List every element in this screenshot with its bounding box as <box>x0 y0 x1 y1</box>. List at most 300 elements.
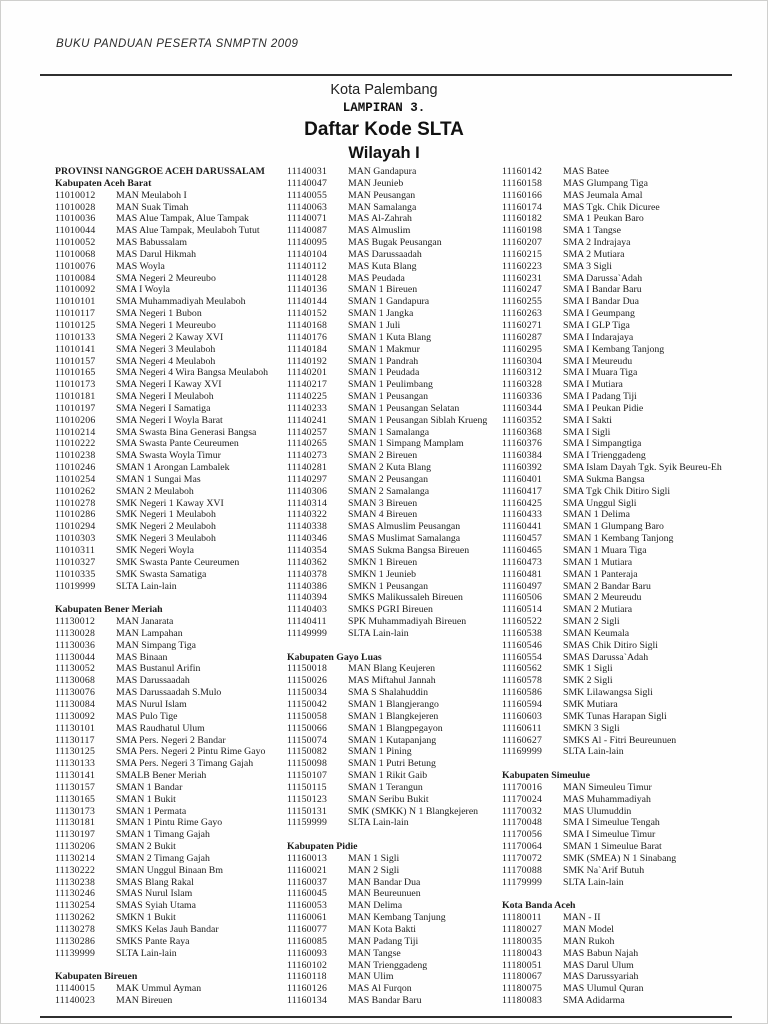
school-row <box>502 912 748 924</box>
school-row <box>55 640 287 652</box>
school-code: 11150098 <box>287 758 328 770</box>
school-row <box>55 912 287 924</box>
school-name: MAN Bireuen <box>116 995 173 1007</box>
school-row <box>55 663 287 675</box>
school-row <box>502 817 748 829</box>
school-code-list <box>55 166 748 1007</box>
school-name: MAN Jeunieb <box>348 177 404 189</box>
school-row <box>287 770 502 782</box>
school-row <box>287 190 502 202</box>
school-row <box>55 569 287 581</box>
school-name: MAS Darul Hikmah <box>116 248 197 260</box>
school-code: 11140386 <box>287 580 328 592</box>
school-row <box>287 723 502 735</box>
school-code: 11010254 <box>55 473 96 485</box>
school-code: 11130222 <box>55 864 96 876</box>
school-code: 11010084 <box>55 272 96 284</box>
school-code: 11140071 <box>287 213 328 225</box>
school-name: SMA I Kembang Tanjong <box>563 343 665 355</box>
school-name: SMAN Keumala <box>563 627 630 639</box>
school-code: 11010173 <box>55 379 96 391</box>
school-code: 11180035 <box>502 935 543 947</box>
school-row <box>502 415 748 427</box>
school-row <box>55 202 287 214</box>
school-code: 11150115 <box>287 781 327 793</box>
school-code: 11130262 <box>55 912 96 924</box>
school-row <box>287 166 502 178</box>
school-code: 11160174 <box>502 201 543 213</box>
school-code: 11150026 <box>287 675 328 687</box>
school-name: SMK Lilawangsa Sigli <box>563 687 653 699</box>
school-name: SLTA Lain-lain <box>563 746 624 758</box>
school-name: MAS Tgk. Chik Dicuree <box>563 201 660 213</box>
school-code: 11130101 <box>55 722 96 734</box>
school-name: SMA Swasta Bina Generasi Bangsa <box>116 426 257 438</box>
school-name: SMKS Kelas Jauh Bandar <box>116 924 219 935</box>
school-code: 11010165 <box>55 367 96 379</box>
school-code: 11010206 <box>55 414 96 426</box>
school-row <box>287 711 502 723</box>
school-row <box>55 379 287 391</box>
school-row <box>287 356 502 368</box>
school-code: 11140031 <box>287 166 328 177</box>
school-name: SMK 2 Sigli <box>563 675 613 687</box>
school-row <box>287 261 502 273</box>
school-name: MAS Ulumul Quran <box>563 983 644 995</box>
school-code: 11160457 <box>502 533 543 545</box>
school-code: 11160522 <box>502 616 543 628</box>
school-row <box>502 509 748 521</box>
school-row <box>287 415 502 427</box>
school-row <box>502 391 748 403</box>
school-code: 11160037 <box>287 876 328 888</box>
school-name: SMK Negeri Woyla <box>116 545 194 556</box>
school-code: 11160627 <box>502 734 543 746</box>
school-code: 11160126 <box>287 983 328 995</box>
school-name: SMA Pers. Negeri 2 Bandar <box>116 734 226 746</box>
school-code: 11160506 <box>502 592 543 604</box>
school-name: MAN 2 Sigli <box>348 864 400 876</box>
school-name: SMAN 1 Pintu Rime Gayo <box>116 817 223 829</box>
school-name: SMAN 1 Permata <box>116 805 187 817</box>
school-row <box>287 581 502 593</box>
school-row <box>55 273 287 285</box>
school-name: MAN Janarata <box>116 616 174 628</box>
school-row <box>55 652 287 664</box>
school-code: 11140023 <box>55 995 96 1007</box>
school-row <box>502 225 748 237</box>
school-code: 11140273 <box>287 450 328 462</box>
school-name: MAN Kembang Tanjung <box>348 912 446 924</box>
school-code: 11140265 <box>287 438 328 450</box>
section-heading: Kota Banda Aceh <box>502 900 576 912</box>
school-row <box>287 509 502 521</box>
school-row <box>55 557 287 569</box>
section-heading: PROVINSI NANGGROE ACEH DARUSSALAM <box>55 166 265 177</box>
school-name: SMAN 2 Peusangan <box>348 473 429 485</box>
school-name: SMAN 1 Gandapura <box>348 296 430 308</box>
school-name: SMAN 1 Delima <box>563 509 630 521</box>
school-code: 11140233 <box>287 402 328 414</box>
school-row <box>55 403 287 415</box>
school-name: MAS Darul Ulum <box>563 959 634 971</box>
school-code: 11010157 <box>55 355 96 367</box>
school-code: 11010141 <box>55 343 96 355</box>
school-name: MAS Muhammadiyah <box>563 793 651 805</box>
school-name: SMA I Bandar Baru <box>563 284 642 296</box>
school-name: SMK Negeri 1 Meulaboh <box>116 509 216 521</box>
school-name: MAN Blang Keujeren <box>348 663 436 675</box>
school-row <box>287 332 502 344</box>
school-row <box>287 628 502 640</box>
school-code: 11130278 <box>55 924 96 935</box>
school-code: 11140225 <box>287 391 328 403</box>
school-name: MAN Gandapura <box>348 166 417 177</box>
school-row <box>502 735 748 747</box>
school-row <box>502 675 748 687</box>
school-name: SMAN 1 Kuta Blang <box>348 331 432 343</box>
footer-rule <box>40 1016 732 1018</box>
school-name: SMAN 1 Peusangan Selatan <box>348 402 460 414</box>
school-code: 11140144 <box>287 296 328 308</box>
school-name: MAN Tangse <box>348 947 401 959</box>
school-name: SMA Negeri 4 Meulaboh <box>116 355 216 367</box>
school-row <box>55 356 287 368</box>
school-name: SMA I Muara Tiga <box>563 367 638 379</box>
section-heading: Kabupaten Gayo Luas <box>287 651 382 663</box>
school-row <box>502 308 748 320</box>
school-name: MAS Almuslim <box>348 225 411 237</box>
school-name: MAS Al Furqon <box>348 983 412 995</box>
school-code: 11160336 <box>502 391 543 403</box>
school-name: MAS Bandar Baru <box>348 995 422 1007</box>
school-row <box>502 936 748 948</box>
school-row <box>502 533 748 545</box>
school-row <box>287 521 502 533</box>
school-row <box>502 367 748 379</box>
school-row <box>287 438 502 450</box>
school-name: MAS Babussalam <box>116 237 188 249</box>
school-name: SMA 2 Indrajaya <box>563 237 631 249</box>
school-name: MAS Darussaadah S.Mulo <box>116 687 222 699</box>
school-name: SMKN 3 Sigli <box>563 722 620 734</box>
school-name: SMKS Pante Raya <box>116 935 190 947</box>
school-row <box>55 332 287 344</box>
school-code: 11010092 <box>55 284 96 296</box>
school-code: 11010052 <box>55 237 96 249</box>
school-row <box>55 474 287 486</box>
school-row <box>502 663 748 675</box>
school-name: SMA Muhammadiyah Meulaboh <box>116 296 246 308</box>
school-code: 11160207 <box>502 237 543 249</box>
school-code: 11140055 <box>287 189 328 201</box>
school-row <box>502 924 748 936</box>
school-name: SMAS Darussa`Adah <box>563 651 649 663</box>
school-code: 11160401 <box>502 473 543 485</box>
school-row <box>502 498 748 510</box>
school-row <box>502 711 748 723</box>
school-row <box>502 521 748 533</box>
school-code: 11160328 <box>502 379 543 391</box>
school-row <box>287 806 502 818</box>
school-row <box>502 877 748 889</box>
school-row <box>55 190 287 202</box>
school-row <box>502 782 748 794</box>
school-code: 11130133 <box>55 758 96 770</box>
school-row <box>287 367 502 379</box>
school-row <box>502 806 748 818</box>
school-code: 11010222 <box>55 438 96 450</box>
school-name: SMA I Geumpang <box>563 308 635 320</box>
school-row <box>55 545 287 557</box>
school-code: 11150042 <box>287 698 328 710</box>
school-name: SMAN 1 Juli <box>348 319 401 331</box>
school-code: 11160473 <box>502 556 543 568</box>
school-row <box>55 782 287 794</box>
school-name: SMAS Muslimat Samalanga <box>348 533 461 545</box>
school-code: 11160538 <box>502 627 543 639</box>
school-name: SMAN 1 Peulimbang <box>348 379 433 391</box>
school-name: SMA 1 Tangse <box>563 225 621 237</box>
school-row <box>502 581 748 593</box>
school-code: 11170064 <box>502 841 543 853</box>
school-name: SMAN 2 Samalanga <box>348 485 430 497</box>
school-code: 11160594 <box>502 698 543 710</box>
school-code: 11140314 <box>287 497 328 509</box>
school-row <box>287 699 502 711</box>
school-name: SMA Negeri 4 Wira Bangsa Meulaboh <box>116 367 269 379</box>
school-row <box>502 379 748 391</box>
school-code: 11160312 <box>502 367 543 379</box>
school-name: SMAN 1 Bukit <box>116 793 176 805</box>
school-name: SMAN 2 Meureudu <box>563 592 642 604</box>
school-code: 11160255 <box>502 296 543 308</box>
school-code: 11169999 <box>502 746 543 758</box>
school-code: 11170072 <box>502 852 543 864</box>
school-code: 11010044 <box>55 225 96 237</box>
school-name: MAN Delima <box>348 900 403 912</box>
school-name: SMA Negeri I Kaway XVI <box>116 379 222 391</box>
school-name: SMA I Indarajaya <box>563 331 634 343</box>
school-row <box>502 616 748 628</box>
school-row <box>287 533 502 545</box>
school-code: 11010036 <box>55 213 96 225</box>
school-row <box>287 782 502 794</box>
school-code: 11160304 <box>502 355 543 367</box>
school-name: SMA I Sakti <box>563 414 612 426</box>
school-row <box>55 427 287 439</box>
school-name: MAN Lampahan <box>116 627 183 639</box>
school-name: SMAN 1 Panteraja <box>563 568 638 580</box>
school-name: SMA Negeri 2 Meureubo <box>116 272 216 284</box>
school-row <box>287 474 502 486</box>
school-code: 11010117 <box>55 308 96 320</box>
school-row <box>55 806 287 818</box>
school-name: SMA Negeri 1 Meureubo <box>116 319 216 331</box>
school-name: SMAN 1 Glumpang Baro <box>563 521 664 533</box>
school-code: 11160061 <box>287 912 328 924</box>
school-code: 11140184 <box>287 343 328 355</box>
school-row <box>55 924 287 936</box>
school-name: SMA 1 Peukan Baro <box>563 213 644 225</box>
school-code: 11159999 <box>287 817 328 829</box>
school-code: 11160021 <box>287 864 328 876</box>
school-name: SMAN 1 Muara Tiga <box>563 545 647 556</box>
school-row <box>287 403 502 415</box>
school-row <box>502 865 748 877</box>
school-row <box>55 877 287 889</box>
school-row <box>287 746 502 758</box>
school-row <box>502 652 748 664</box>
school-name: SMAN 1 Pandrah <box>348 355 419 367</box>
school-row <box>287 735 502 747</box>
school-name: MAS Alue Tampak, Alue Tampak <box>116 213 249 225</box>
school-name: MAN Beureunuen <box>348 888 421 900</box>
school-name: MAS Batee <box>563 166 609 177</box>
school-name: MAN Trienggadeng <box>348 959 428 971</box>
header-rule <box>40 74 732 76</box>
school-name: SMA Tgk Chik Ditiro Sigli <box>563 485 671 497</box>
school-code: 11180083 <box>502 995 543 1007</box>
section-heading: Kabupaten Bireuen <box>55 971 138 983</box>
school-row <box>55 616 287 628</box>
school-row <box>55 249 287 261</box>
school-name: SMAN Seribu Bukit <box>348 793 429 805</box>
school-code: 11140362 <box>287 556 328 568</box>
school-row <box>55 237 287 249</box>
school-code: 11010101 <box>55 296 96 308</box>
section-heading: Kabupaten Aceh Barat <box>55 177 152 189</box>
school-code: 11139999 <box>55 947 96 959</box>
school-code: 11160368 <box>502 426 543 438</box>
school-code: 11130286 <box>55 935 96 947</box>
school-name: SMK Negeri 2 Meulaboh <box>116 521 216 533</box>
school-name: SMK (SMKK) N 1 Blangkejeren <box>348 805 479 817</box>
school-row <box>287 545 502 557</box>
school-row <box>287 604 502 616</box>
school-code: 11140192 <box>287 355 328 367</box>
school-code: 11160465 <box>502 545 543 556</box>
school-code: 11140241 <box>287 414 328 426</box>
school-name: SMA I Peukan Pidie <box>563 402 644 414</box>
book-header-title: BUKU PANDUAN PESERTA SNMPTN 2009 <box>56 38 299 50</box>
school-code: 11160053 <box>287 900 328 912</box>
school-code: 11160223 <box>502 260 543 272</box>
school-code: 11170032 <box>502 805 543 817</box>
school-name: SMK Negeri 1 Kaway XVI <box>116 497 224 509</box>
school-code: 11010311 <box>55 545 96 556</box>
school-row <box>502 948 748 960</box>
school-code: 11130068 <box>55 675 96 687</box>
school-row <box>502 545 748 557</box>
school-name: SMK Swasta Pante Ceureumen <box>116 556 240 568</box>
school-row <box>287 936 502 948</box>
school-code: 11160045 <box>287 888 328 900</box>
school-row <box>502 166 748 178</box>
school-row <box>502 261 748 273</box>
school-name: SMAN 1 Terangun <box>348 781 423 793</box>
school-row <box>502 557 748 569</box>
school-name: SMK Na`Arif Butuh <box>563 864 645 876</box>
school-code: 11150123 <box>287 793 328 805</box>
school-name: SMAN 1 Kutapanjang <box>348 734 437 746</box>
school-code: 11150066 <box>287 722 328 734</box>
school-row <box>287 498 502 510</box>
school-name: SLTA Lain-lain <box>348 627 409 639</box>
school-code: 11130044 <box>55 651 96 663</box>
school-row <box>287 758 502 770</box>
school-code: 11160425 <box>502 497 543 509</box>
school-name: SMAN Unggul Binaan Bm <box>116 864 223 876</box>
school-name: SMA Negeri I Meulaboh <box>116 391 214 403</box>
school-code: 11160384 <box>502 450 543 462</box>
school-code: 11010028 <box>55 201 96 213</box>
school-code: 11160481 <box>502 568 543 580</box>
school-code: 11160603 <box>502 710 543 722</box>
school-row <box>55 853 287 865</box>
school-code: 11160433 <box>502 509 543 521</box>
school-row <box>287 213 502 225</box>
school-row <box>55 509 287 521</box>
school-name: SMA Sukma Bangsa <box>563 473 645 485</box>
school-code: 11130181 <box>55 817 96 829</box>
school-name: MAS Bustanul Arifin <box>116 663 201 675</box>
school-row <box>287 912 502 924</box>
school-name: SMA I Padang Tiji <box>563 391 637 403</box>
school-row <box>502 356 748 368</box>
school-row <box>287 663 502 675</box>
school-row <box>55 758 287 770</box>
school-name: MAS Jeumala Amal <box>563 189 643 201</box>
school-code: 11170056 <box>502 829 543 841</box>
school-name: SMAN 2 Meulaboh <box>116 485 194 497</box>
school-code: 11150131 <box>287 805 328 817</box>
spacer-line <box>287 829 502 841</box>
school-code: 11170048 <box>502 817 543 829</box>
school-row <box>287 178 502 190</box>
school-row <box>502 841 748 853</box>
school-code: 11130246 <box>55 888 96 900</box>
school-code: 11140104 <box>287 248 328 260</box>
school-row <box>55 296 287 308</box>
school-name: SMA Adidarma <box>563 995 625 1007</box>
school-row <box>287 983 502 995</box>
school-row <box>502 592 748 604</box>
page-subtitle: Wilayah I <box>348 143 420 162</box>
school-row <box>502 995 748 1007</box>
school-code: 11160344 <box>502 402 543 414</box>
school-code: 11160295 <box>502 343 543 355</box>
school-row <box>287 296 502 308</box>
school-name: SMA I Woyla <box>116 284 171 296</box>
school-code: 11160586 <box>502 687 543 699</box>
school-name: SMALB Bener Meriah <box>116 770 207 782</box>
school-row <box>55 888 287 900</box>
school-name: SMA 3 Sigli <box>563 260 613 272</box>
school-row <box>287 569 502 581</box>
school-name: SMAN 4 Bireuen <box>348 509 418 521</box>
school-row <box>502 462 748 474</box>
school-name: MAS Binaan <box>116 651 168 663</box>
school-row <box>55 462 287 474</box>
school-name: SMAS Chik Ditiro Sigli <box>563 639 658 651</box>
school-code: 11140128 <box>287 272 328 284</box>
school-row <box>502 213 748 225</box>
school-code: 11180011 <box>502 912 542 924</box>
school-name: MAK Ummul Ayman <box>116 983 202 995</box>
school-row <box>55 581 287 593</box>
school-row <box>55 936 287 948</box>
